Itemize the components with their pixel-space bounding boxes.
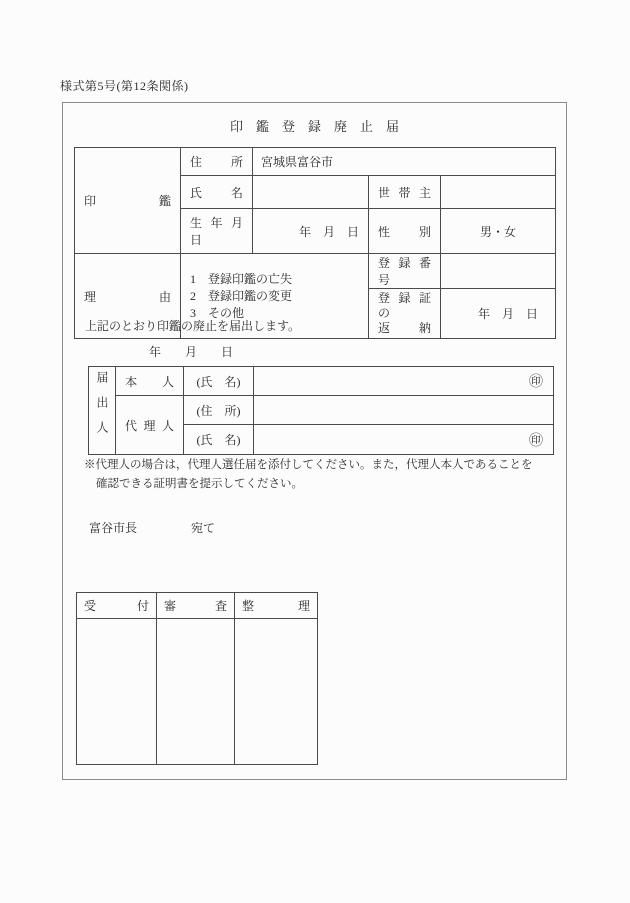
registration-number-label: 登 録 番 号 <box>369 254 441 289</box>
name-input-cell <box>253 176 369 209</box>
agent-label: 代 理 人 <box>116 396 184 455</box>
notifier-group-label: 届出人 <box>95 371 109 446</box>
householder-input-cell <box>441 176 556 209</box>
addressee-suffix: 宛て <box>191 521 216 535</box>
form-border <box>62 102 567 780</box>
householder-label: 世 帯 主 <box>369 176 441 209</box>
declaration-date-line: 年 月 日 <box>149 345 234 359</box>
addressee-line <box>89 519 215 536</box>
note-line-2: 確認できる証明書を提示してください。 <box>96 478 303 490</box>
birthdate-value: 年 月 日 <box>253 209 369 254</box>
agent-address-input-cell <box>254 396 554 425</box>
reception-header: 受 付 <box>77 593 157 619</box>
main-table <box>74 147 556 339</box>
sex-value: 男・女 <box>441 209 556 254</box>
agent-note <box>84 456 562 494</box>
seal-mark-icon: ㊞ <box>529 375 543 390</box>
declaration-text: 上記のとおり印鑑の廃止を届出します。 <box>85 319 301 333</box>
reason-label: 理 由 <box>75 254 181 339</box>
notifier-group-label-cell <box>89 367 116 455</box>
arrangement-input-cell <box>235 619 318 765</box>
processing-table <box>76 592 318 765</box>
reason-option-2: 2 登録印鑑の変更 <box>190 288 293 303</box>
seal-label: 印 鑑 <box>75 148 181 254</box>
registration-number-input-cell <box>441 254 556 289</box>
registration-cert-label-line1: 登 録 証 の <box>378 291 431 320</box>
sex-label: 性 別 <box>369 209 441 254</box>
reason-option-1: 1 登録印鑑の亡失 <box>190 271 293 286</box>
self-name-input-cell <box>254 367 554 396</box>
agent-address-paren-label: (住 所) <box>184 396 254 425</box>
notifier-table <box>88 366 554 455</box>
reason-option-3: 3 その他 <box>190 305 245 320</box>
arrangement-header: 整 理 <box>235 593 318 619</box>
registration-cert-return-value: 年 月 日 <box>441 289 556 339</box>
seal-mark-icon: ㊞ <box>529 433 543 449</box>
examination-header: 審 査 <box>157 593 235 619</box>
address-value: 宮城県富谷市 <box>253 148 556 176</box>
registration-cert-label-line2: 返 納 <box>378 321 431 335</box>
form-number: 様式第5号(第12条関係) <box>60 79 189 93</box>
self-label: 本 人 <box>116 367 184 396</box>
registration-cert-return-label <box>369 289 441 339</box>
mayor-name: 富谷市長 <box>89 521 138 535</box>
note-line-1: ※代理人の場合は，代理人選任届を添付してください。また，代理人本人であることを <box>84 459 533 471</box>
name-label: 氏 名 <box>181 176 253 209</box>
agent-name-input-cell <box>254 425 554 455</box>
reception-input-cell <box>77 619 157 765</box>
self-name-paren-label: (氏 名) <box>184 367 254 396</box>
address-label: 住 所 <box>181 148 253 176</box>
birthdate-label: 生 年 月 日 <box>181 209 253 254</box>
form-title: 印 鑑 登 録 廃 止 届 <box>229 119 399 134</box>
agent-name-paren-label: (氏 名) <box>184 425 254 455</box>
examination-input-cell <box>157 619 235 765</box>
